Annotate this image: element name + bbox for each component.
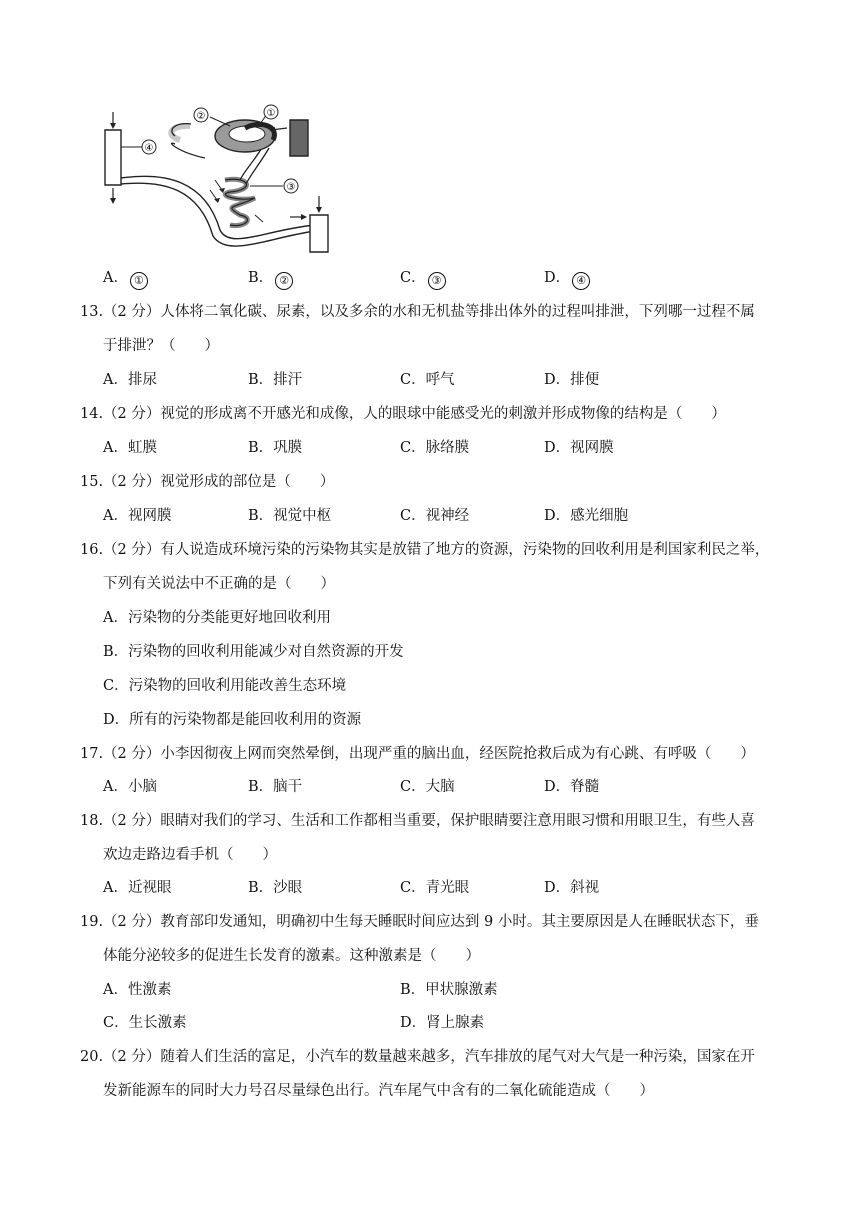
- q12-option-c: [400, 268, 446, 290]
- q17-option-d: D．脊髓: [544, 779, 600, 795]
- q18-option-d: D．斜视: [544, 880, 600, 896]
- label-3: [284, 179, 298, 193]
- q19-option-a: A．性激素: [103, 982, 172, 998]
- q20-stem-line-2: 发新能源车的同时大力号召尽量绿色出行。汽车尾气中含有的二氧化硫能造成（ ）: [103, 1083, 654, 1099]
- q18-option-a: A．近视眼: [103, 880, 172, 896]
- option-letter: C．: [400, 270, 426, 286]
- q19-option-c: C．生长激素: [103, 1015, 187, 1031]
- q13-stem-line-1: 13.（2 分）人体将二氧化碳、尿素，以及多余的水和无机盐等排出体外的过程叫排泄，下列哪一过程不属: [80, 304, 755, 320]
- q14-option-d: D．视网膜: [544, 440, 614, 456]
- q17-stem: 17.（2 分）小李因彻夜上网而突然晕倒，出现严重的脑出血，经医院抢救后成为有心跳、有呼吸（ ）: [80, 746, 755, 762]
- label-1: [264, 105, 278, 119]
- option-value: ④: [572, 272, 590, 290]
- svg-text:①: ①: [266, 108, 276, 119]
- q18-option-b: B．沙眼: [248, 880, 303, 896]
- svg-text:④: ④: [144, 143, 154, 154]
- q15-option-a: A．视网膜: [103, 508, 172, 524]
- q15-option-b: B．视觉中枢: [248, 508, 332, 524]
- q19-stem-line-2: 体能分泌较多的促进生长发育的激素。这种激素是（ ）: [103, 948, 480, 964]
- q13-option-d: D．排便: [544, 372, 600, 388]
- q16-option-a: A．污染物的分类能更好地回收利用: [103, 610, 331, 626]
- q19-option-b: B．甲状腺激素: [400, 982, 498, 998]
- nephron-diagram: [95, 100, 335, 260]
- vessel-right-bottom: [290, 196, 328, 252]
- label-4: [142, 140, 156, 154]
- svg-text:②: ②: [196, 111, 206, 122]
- q14-option-a: A．虹膜: [103, 440, 157, 456]
- q13-option-c: C．呼气: [400, 372, 455, 388]
- q16-option-d: D．所有的污染物都是能回收利用的资源: [103, 712, 362, 728]
- q18-stem-line-2: 欢边走路边看手机（ ）: [103, 847, 277, 863]
- vessel-left: [105, 112, 143, 204]
- q17-option-c: C．大脑: [400, 779, 455, 795]
- option-value: ②: [275, 272, 293, 290]
- q18-stem-line-1: 18.（2 分）眼睛对我们的学习、生活和工作都相当重要，保护眼睛要注意用眼习惯和用眼卫生，有些人喜: [80, 813, 755, 829]
- option-letter: D．: [544, 270, 571, 286]
- q14-option-c: C．脉络膜: [400, 440, 470, 456]
- q16-option-b: B．污染物的回收利用能减少对自然资源的开发: [103, 644, 404, 660]
- q17-option-a: A．小脑: [103, 779, 157, 795]
- q20-stem-line-1: 20.（2 分）随着人们生活的富足，小汽车的数量越来越多，汽车排放的尾气对大气是一种污染，国家在开: [80, 1049, 755, 1065]
- option-value: ①: [130, 272, 148, 290]
- q12-option-d: [544, 268, 590, 290]
- q19-stem-line-1: 19.（2 分）教育部印发通知，明确初中生每天睡眠时间应达到 9 小时。其主要原因是人在睡眠状态下，垂: [80, 914, 759, 930]
- option-letter: A．: [103, 270, 128, 286]
- q15-option-d: D．感光细胞: [544, 508, 629, 524]
- q15-stem: 15.（2 分）视觉形成的部位是（ ）: [80, 474, 335, 490]
- q17-option-b: B．脑干: [248, 779, 303, 795]
- q12-option-b: [248, 268, 293, 290]
- q14-stem: 14.（2 分）视觉的形成离不开感光和成像，人的眼球中能感受光的刺激并形成物像的结构是（ ）: [80, 406, 726, 422]
- q15-option-c: C．视神经: [400, 508, 470, 524]
- q16-option-c: C．污染物的回收利用能改善生态环境: [103, 678, 347, 694]
- q18-option-c: C．青光眼: [400, 880, 470, 896]
- q12-option-a: [103, 268, 148, 290]
- q13-option-a: A．排尿: [103, 372, 157, 388]
- label-2: [194, 108, 208, 122]
- q14-option-b: B．巩膜: [248, 440, 303, 456]
- option-letter: B．: [248, 270, 274, 286]
- glomerulus: [215, 120, 275, 152]
- q16-stem-line-2: 下列有关说法中不正确的是（ ）: [103, 576, 335, 592]
- q16-stem-line-1: 16.（2 分）有人说造成环境污染的污染物其实是放错了地方的资源，污染物的回收利用是利国家利民之举，: [80, 542, 770, 558]
- q13-stem-line-2: 于排泄？（ ）: [103, 338, 219, 354]
- q19-option-d: D．肾上腺素: [400, 1015, 485, 1031]
- option-value: ③: [428, 272, 446, 290]
- q13-option-b: B．排汗: [248, 372, 303, 388]
- svg-text:③: ③: [286, 182, 296, 193]
